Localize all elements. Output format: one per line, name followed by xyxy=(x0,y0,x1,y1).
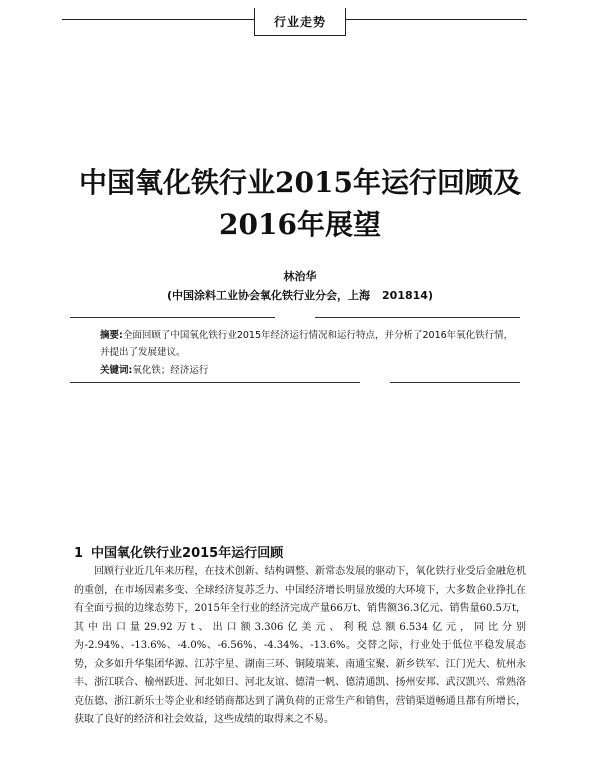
title-line-1: 中国氧化铁行业2015年运行回顾及 xyxy=(79,166,521,199)
header-rule-left xyxy=(62,19,254,20)
keywords-text: 氧化铁；经济运行 xyxy=(132,365,209,376)
keywords-label: 关键词: xyxy=(100,365,133,376)
section-label: 行业走势 xyxy=(254,8,346,36)
keywords xyxy=(100,362,520,379)
title-line-2: 2016年展望 xyxy=(219,208,381,241)
affiliation-postcode: 201814) xyxy=(382,289,433,302)
header-rule-right xyxy=(346,19,527,20)
section-title: 中国氧化铁行业2015年运行回顾 xyxy=(91,546,284,561)
affiliation-text: (中国涂料工业协会氧化铁行业分会，上海 xyxy=(167,289,371,302)
section-number: 1 xyxy=(74,546,84,561)
author-name: 林治华 xyxy=(283,270,317,283)
abstract xyxy=(100,327,520,361)
author-affiliation xyxy=(0,287,600,303)
article-title xyxy=(50,162,550,246)
abstract-text: 全面回顾了中国氧化铁行业2015年经济运行情况和运行特点，并分析了2016年氧化铁行情，并提出了发展建议。 xyxy=(100,330,514,358)
abstract-rule-bottom xyxy=(70,382,520,383)
abstract-label: 摘要: xyxy=(100,330,123,341)
abstract-rule-top xyxy=(70,317,520,318)
section-heading xyxy=(74,542,283,561)
body-paragraph: 回顾行业近几年来历程，在技术创新、结构调整、新常态发展的驱动下，氧化铁行业受后金融危机的重创，在市场因素多变、全球经济复苏乏力、中国经济增长明显放缓的大环境下，大多数企业挣扎在有全面亏损的边缘态势下，2015年全行业的经济完成产量66万t、销售额36.3亿元、销售量60.5万t，其中出口量29.92万t、出口额3.306亿美元、利税总额6.534亿元，同比分别为-2.94%、-13.6%、-4.0%、-6.56%、-4.34%、-13.6%。交替之际，行业处于低位平稳发展态势，众多如升华集团华源、江苏宇星、湖南三环、铜陵瑞莱、南通宝聚、新乡铁军、江门光大、杭州永丰、浙江联合、榆州跃进、河北如日、河北友谊、德清一帆、德清通凯、扬州安邦、武汉凯兴、常熟洛克伍德、浙江新乐士等企业和经销商都达到了满负荷的正常生产和销售，营销渠道畅通且都有所增长，获取了良好的经济和社会效益，这些成绩的取得来之不易。 xyxy=(74,566,526,725)
